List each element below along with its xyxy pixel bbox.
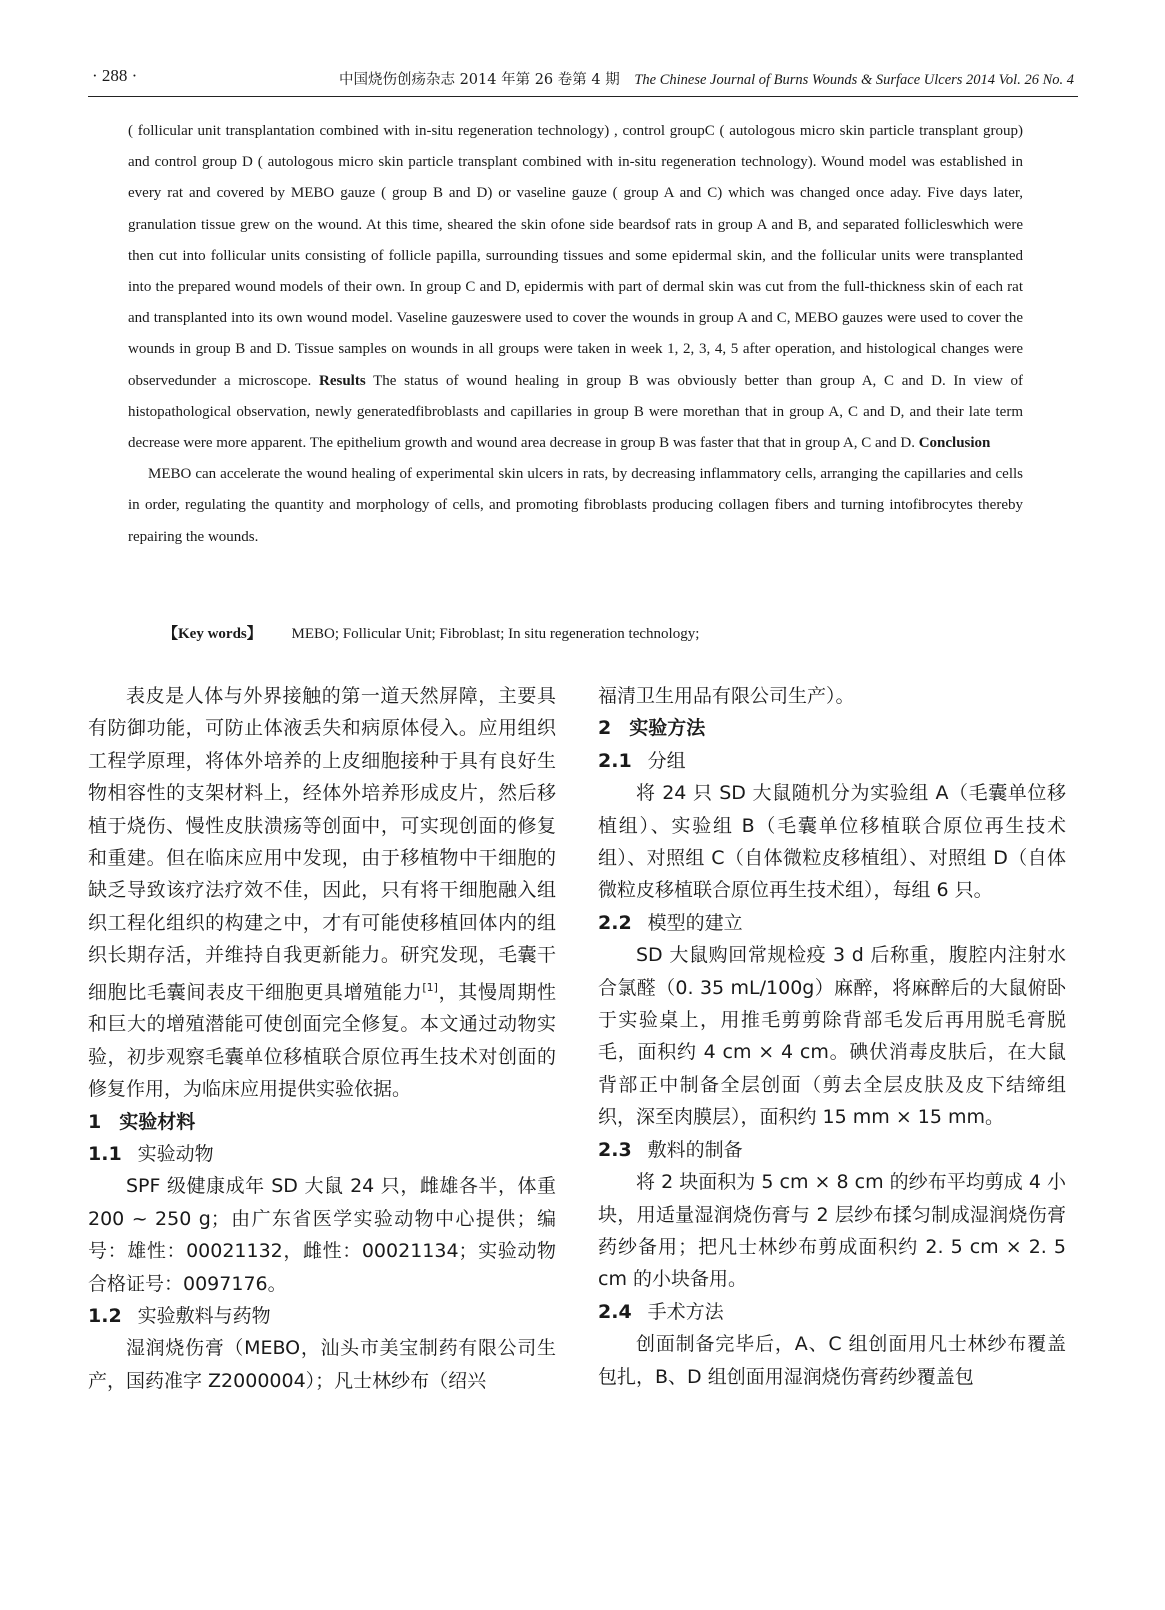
abstract-text bbox=[128, 116, 1023, 459]
page-number: · 288 · bbox=[92, 66, 138, 85]
page-header bbox=[88, 66, 1078, 97]
citation-ref: [1] bbox=[422, 980, 438, 994]
introduction-paragraph: 表皮是人体与外界接触的第一道天然屏障，主要具有防御功能，可防止体液丢失和病原体侵入。应用组织工程学原理，将体外培养的上皮细胞接种于具有良好生物相容性的支架材料上，经体外培养形成皮片，然后移植于烧伤、慢性皮肤溃疡等创面中，可实现创面的修复和重建。但在临床应用中发现，由于移植物中干细胞的缺乏导致该疗法疗效不佳，因此，只有将干细胞融入组织工程化组织的构建之中，才有可能使移植回体内的组织长期存活，并维持自我更新能力。研究发现，毛囊干细胞比毛囊间表皮干细胞更具增殖能力[1]，其慢周期性和巨大的增殖潜能可使创面完全修复。本文通过动物实验，初步观察毛囊单位移植联合原位再生技术对创面的修复作用，为临床应用提供实验依据。 bbox=[88, 685, 556, 1101]
right-column bbox=[598, 680, 1066, 1393]
section-1-heading: 1 实验材料 bbox=[88, 1110, 196, 1133]
english-abstract bbox=[128, 116, 1023, 553]
left-column bbox=[88, 680, 556, 1397]
journal-title-cn: 中国烧伤创疡杂志 2014 年第 26 卷第 4 期 bbox=[338, 72, 620, 88]
running-head bbox=[339, 68, 1074, 89]
section-2-1-heading: 2.1 分组 bbox=[598, 749, 686, 772]
section-2-2-text: SD 大鼠购回常规检疫 3 d 后称重，腹腔内注射水合氯醛（0. 35 mL/100g）麻醉，将麻醉后的大鼠俯卧于实验桌上，用推毛剪剪除背部毛发后再用脱毛膏脱毛，面积约 4 cm × 4 cm。碘伏消毒皮肤后，在大鼠背部正中制备全层创面（剪去全层皮肤及皮下结缔组织，深至肉膜层），面积约 15 mm × 15 mm。 bbox=[598, 944, 1066, 1129]
keywords bbox=[163, 622, 1023, 643]
results-label: Results bbox=[319, 372, 366, 389]
journal-title-en: The Chinese Journal of Burns Wounds & Surface Ulcers 2014 Vol. 26 No. 4 bbox=[634, 72, 1074, 88]
section-2-3-heading: 2.3 敷料的制备 bbox=[598, 1138, 743, 1161]
keywords-label: 【Key words】 bbox=[163, 626, 262, 642]
conclusion-text: MEBO can accelerate the wound healing of experimental skin ulcers in rats, by decreasing inflammatory cells, arranging the capillaries and cells in order, regulating the quantity and morphology of cells, and promoting fibroblasts producing collagen fibers and turning intofibrocytes thereby repairing the wounds. bbox=[128, 466, 1023, 545]
section-2-4-text: 创面制备完毕后，A、C 组创面用凡士林纱布覆盖包扎，B、D 组创面用湿润烧伤膏药纱覆盖包 bbox=[598, 1333, 1066, 1388]
keywords-text: MEBO; Follicular Unit; Fibroblast; In situ regeneration technology; bbox=[291, 626, 700, 642]
section-1-1-text: SPF 级健康成年 SD 大鼠 24 只，雌雄各半，体重 200 ~ 250 g；由广东省医学实验动物中心提供；编号：雄性：00021132，雌性：00021134；实验动物合格证号：0097176。 bbox=[88, 1175, 556, 1295]
section-2-1-text: 将 24 只 SD 大鼠随机分为实验组 A（毛囊单位移植组）、实验组 B（毛囊单位移植联合原位再生技术组）、对照组 C（自体微粒皮移植组）、对照组 D（自体微粒皮移植联合原位再生技术组），每组 6 只。 bbox=[598, 782, 1066, 902]
section-2-4-heading: 2.4 手术方法 bbox=[598, 1300, 724, 1323]
section-2-heading: 2 实验方法 bbox=[598, 717, 706, 740]
results-text: The status of wound healing in group B was obviously better than group A, C and D. In view of histopathological observation, newly generatedfibroblasts and capillaries in group B were morethan that in group A, C and D, and their late term decrease were more apparent. The epithelium growth and wound area decrease in group B was faster that that in group A, C and D. bbox=[128, 372, 1024, 452]
conclusion-label: Conclusion bbox=[918, 435, 991, 452]
abstract-methods: ( follicular unit transplantation combined with in-situ regeneration technology) , control groupC ( autologous micro skin particle transplant group) and control group D ( autologous micro skin particle transplant combined with in-situ regeneration technology). Wound model was established in every rat and covered by MEBO gauze ( group B and D) or vaseline gauze ( group A and C) which was changed once aday. Five days later, granulation tissue grew on the wound. At this time, sheared the skin ofone side beardsof rats in group A and B, and separated follicleswhich were then cut into follicular units consisting of follicle papilla, surrounding tissues and some epidermal skin, and the follicular units were transplanted into the prepared wound models of their own. In group C and D, epidermis with part of dermal skin was cut from the full-thickness skin of each rat and transplanted into its own wound model. Vaseline gauzeswere used to cover the wounds in group A and C, MEBO gauzes were used to cover the wounds in group B and D. Tissue samples on wounds in all groups were taken in week 1, 2, 3, 4, 5 after operation, and histological changes were observedunder a microscope. bbox=[128, 123, 1023, 389]
section-2-3-text: 将 2 块面积为 5 cm × 8 cm 的纱布平均剪成 4 小块，用适量湿润烧伤膏与 2 层纱布揉匀制成湿润烧伤膏药纱备用；把凡士林纱布剪成面积约 2. 5 cm × 2. 5 cm 的小块备用。 bbox=[598, 1171, 1066, 1291]
section-1-2-text: 湿润烧伤膏（MEBO，汕头市美宝制药有限公司生产，国药准字 Z2000004）；凡士林纱布（绍兴 bbox=[88, 1337, 556, 1392]
section-2-2-heading: 2.2 模型的建立 bbox=[598, 911, 743, 934]
section-1-2-heading: 1.2 实验敷料与药物 bbox=[88, 1305, 271, 1328]
continued-text: 福清卫生用品有限公司生产）。 bbox=[598, 685, 855, 707]
section-1-1-heading: 1.1 实验动物 bbox=[88, 1143, 214, 1166]
